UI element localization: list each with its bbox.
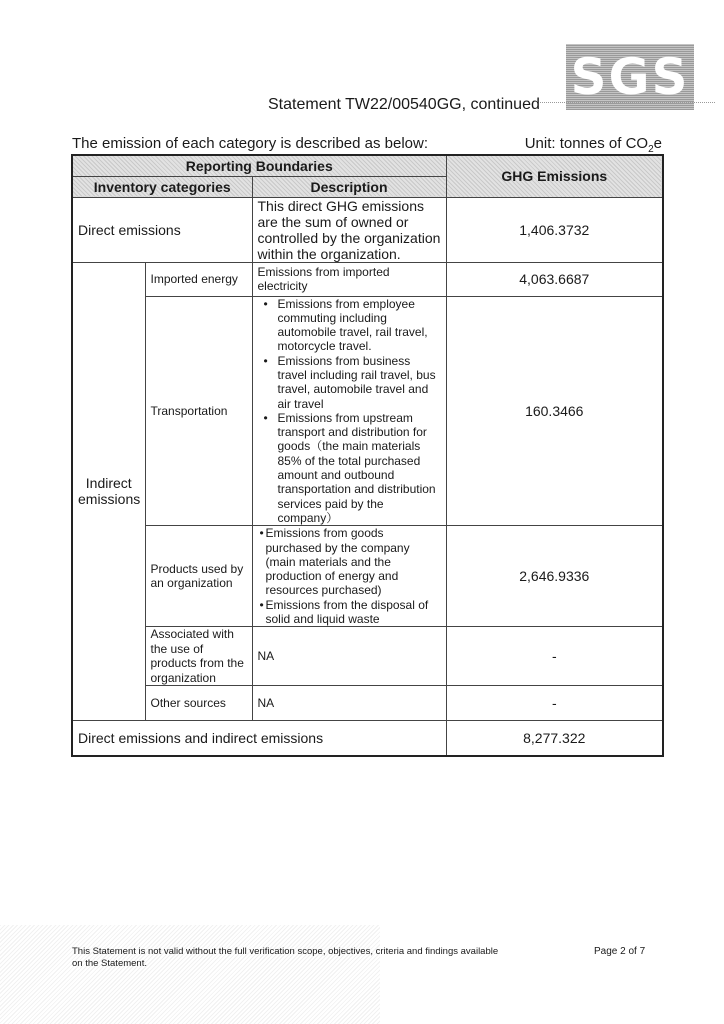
table-row-associated <box>72 627 663 686</box>
description-header: Description <box>252 176 446 197</box>
sgs-logo <box>566 44 694 110</box>
table-row-other-sources <box>72 686 663 721</box>
indirect-emissions-label: Indirect emissions <box>72 262 145 721</box>
sgs-logo-text: SGS <box>570 48 690 106</box>
direct-emissions-label: Direct emissions <box>72 197 252 262</box>
unit-subscript: 2 <box>648 144 654 155</box>
transportation-value: 160.3466 <box>446 296 663 526</box>
imported-energy-value: 4,063.6687 <box>446 262 663 296</box>
intro-text: The emission of each category is described as below: <box>72 135 429 152</box>
unit-suffix: e <box>653 135 662 152</box>
inventory-categories-header: Inventory categories <box>72 176 252 197</box>
table-row-products-used <box>72 526 663 627</box>
imported-energy-label: Imported energy <box>145 262 252 296</box>
associated-use-value: - <box>446 627 663 686</box>
transportation-bullet: • Emissions from business travel including rail travel, bus travel, automobile travel and air travel <box>270 354 441 411</box>
direct-emissions-value: 1,406.3732 <box>446 197 663 262</box>
ghg-emissions-table <box>71 154 664 757</box>
other-sources-description: NA <box>252 686 446 721</box>
table-row-direct <box>72 197 663 262</box>
logo-divider <box>540 102 715 103</box>
table-row-total <box>72 721 663 756</box>
associated-use-description: NA <box>252 627 446 686</box>
direct-emissions-description: This direct GHG emissions are the sum of owned or controlled by the organization within the organization. <box>252 197 446 262</box>
table-row-imported-energy <box>72 262 663 296</box>
total-emissions-value: 8,277.322 <box>446 721 663 756</box>
table-row-transportation <box>72 296 663 526</box>
transportation-bullet: • Emissions from upstream transport and distribution for goods（the main materials 85% of the total purchased amount and outbound transportation and distribution services paid by the company） <box>270 411 441 525</box>
ghg-emissions-header: GHG Emissions <box>446 155 663 197</box>
unit-label <box>525 135 662 155</box>
other-sources-label: Other sources <box>145 686 252 721</box>
unit-prefix: Unit: tonnes of CO <box>524 135 649 152</box>
footer-shading <box>0 925 380 1024</box>
page-number: Page 2 of 7 <box>594 946 646 957</box>
products-used-description <box>252 526 446 627</box>
products-used-value: 2,646.9336 <box>446 526 663 627</box>
transportation-description <box>252 296 446 526</box>
products-used-bullet: • Emissions from the disposal of solid and liquid waste <box>266 598 441 627</box>
imported-energy-description: Emissions from imported electricity <box>252 262 446 296</box>
statement-title: Statement TW22/00540GG, continued <box>268 96 540 113</box>
transportation-bullet: • Emissions from employee commuting including automobile travel, rail travel, motorcycle travel. <box>270 297 441 354</box>
products-used-label: Products used by an organization <box>145 526 252 627</box>
footer-disclaimer: This Statement is not valid without the full verification scope, objectives, criteria and findings available on the Statement. <box>72 946 499 969</box>
associated-use-label: Associated with the use of products from the organization <box>145 627 252 686</box>
other-sources-value: - <box>446 686 663 721</box>
reporting-boundaries-header: Reporting Boundaries <box>72 155 446 176</box>
transportation-label: Transportation <box>145 296 252 526</box>
total-emissions-label: Direct emissions and indirect emissions <box>72 721 446 756</box>
products-used-bullet: • Emissions from goods purchased by the company (main materials and the production of energy and resources purchased) <box>266 526 441 597</box>
